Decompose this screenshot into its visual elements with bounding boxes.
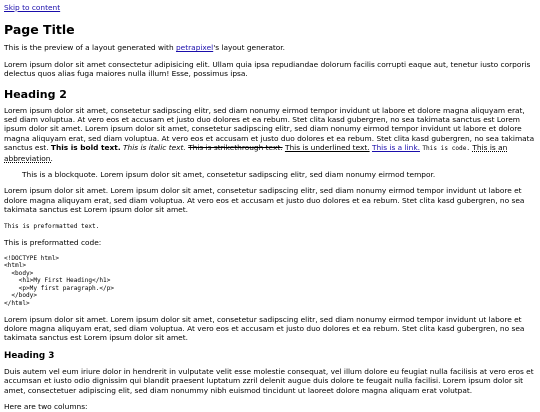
strikethrough-text: This is strikethrough text. bbox=[188, 143, 283, 153]
heading-3: Heading 3 bbox=[4, 350, 55, 361]
blockquote: This is a blockquote. Lorem ipsum dolor sit amet, consetetur sadipscing elitr, sed diam nonumy eirmod tempor. bbox=[22, 170, 436, 180]
duis-paragraph: Duis autem vel eum iriure dolor in hendrerit in vulputate velit esse molestie consequat, vel illum dolore eu feugiat nulla facilisis at vero eros et accumsan et iusto odio dignissim qui blandit praesent luptatum zzril delenit augue duis dolore te feugait nulla facilisi. Lorem ipsum dolor sit amet, consectetuer adipiscing elit, sed diam nonummy nibh euismod tincidunt ut laoreet dolore magna aliquam erat volutpat. bbox=[4, 366, 534, 395]
intro-paragraph bbox=[4, 43, 536, 52]
inline-lorem-text: Lorem ipsum dolor sit amet, consetetur sadipscing elitr, sed diam nonumy eirmod tempor invidunt ut labore et dolore magna aliquyam erat, sed diam voluptua. At vero eos et accusam et justo duo dolores et ea rebum. Stet clita kasd gubergren, no sea takimata sanctus est Lorem ipsum dolor sit amet. Lorem ipsum dolor sit amet, consetetur sadipscing elitr, sed diam nonumy eirmod tempor invidunt ut labore et dolore magna aliquyam erat, sed diam voluptua. At vero eos et accusam et justo duo dolores et ea rebum. Stet clita kasd gubergren, no sea takimata sanctus est. bbox=[4, 105, 535, 153]
skip-to-content-link[interactable]: Skip to content bbox=[4, 3, 61, 12]
abbreviation: This is an abbreviation. bbox=[4, 143, 508, 163]
lorem-paragraph-long-2: Lorem ipsum dolor sit amet. Lorem ipsum dolor sit amet, consetetur sadipscing elitr, sed diam nonumy eirmod tempor invidunt ut labore et dolore magna aliquyam erat, sed diam voluptua. At vero eos et accusam et justo duo dolores et ea rebum. Stet clita kasd gubergren, no sea takimata sanctus est Lorem ipsum dolor sit amet. bbox=[4, 314, 525, 343]
inline-code: This is code. bbox=[422, 145, 471, 153]
bold-text: This is bold text. bbox=[50, 143, 121, 153]
preformatted-text: This is preformatted text. bbox=[4, 222, 100, 230]
italic-text: This is italic text. bbox=[123, 143, 186, 153]
intro-text-after: 's layout generator. bbox=[213, 43, 285, 53]
inline-styles-paragraph bbox=[4, 106, 536, 163]
page-title: Page Title bbox=[4, 22, 75, 38]
petrapixel-link[interactable]: petrapixel bbox=[175, 43, 214, 53]
intro-text-before: This is the preview of a layout generated with bbox=[4, 43, 176, 53]
lorem-paragraph-long-1: Lorem ipsum dolor sit amet. Lorem ipsum dolor sit amet, consetetur sadipscing elitr, sed diam nonumy eirmod tempor invidunt ut labore et dolore magna aliquyam erat, sed diam voluptua. At vero eos et accusam et justo duo dolores et ea rebum. Stet clita kasd gubergren, no sea takimata sanctus est Lorem ipsum dolor sit amet. bbox=[4, 186, 525, 215]
underlined-text: This is underlined text. bbox=[284, 143, 370, 153]
page-content bbox=[0, 3, 540, 412]
lorem-paragraph-short: Lorem ipsum dolor sit amet consectetur adipisicing elit. Ullam quia ipsa repudiandae dolorum facilis corrupti eaque aut, tenetur iusto corporis delectus quos alias fuga maiores nulla illum! Esse, possimus ipsa. bbox=[4, 59, 531, 79]
two-columns-label: Here are two columns: bbox=[4, 402, 88, 412]
heading-2: Heading 2 bbox=[4, 87, 67, 101]
preformatted-code-label: This is preformatted code: bbox=[4, 238, 102, 248]
inline-link[interactable]: This is a link. bbox=[371, 143, 420, 153]
code-block: <!DOCTYPE html> <html> <body> <h1>My First Heading</h1> <p>My first paragraph.</p> </body> </html> bbox=[4, 254, 115, 308]
